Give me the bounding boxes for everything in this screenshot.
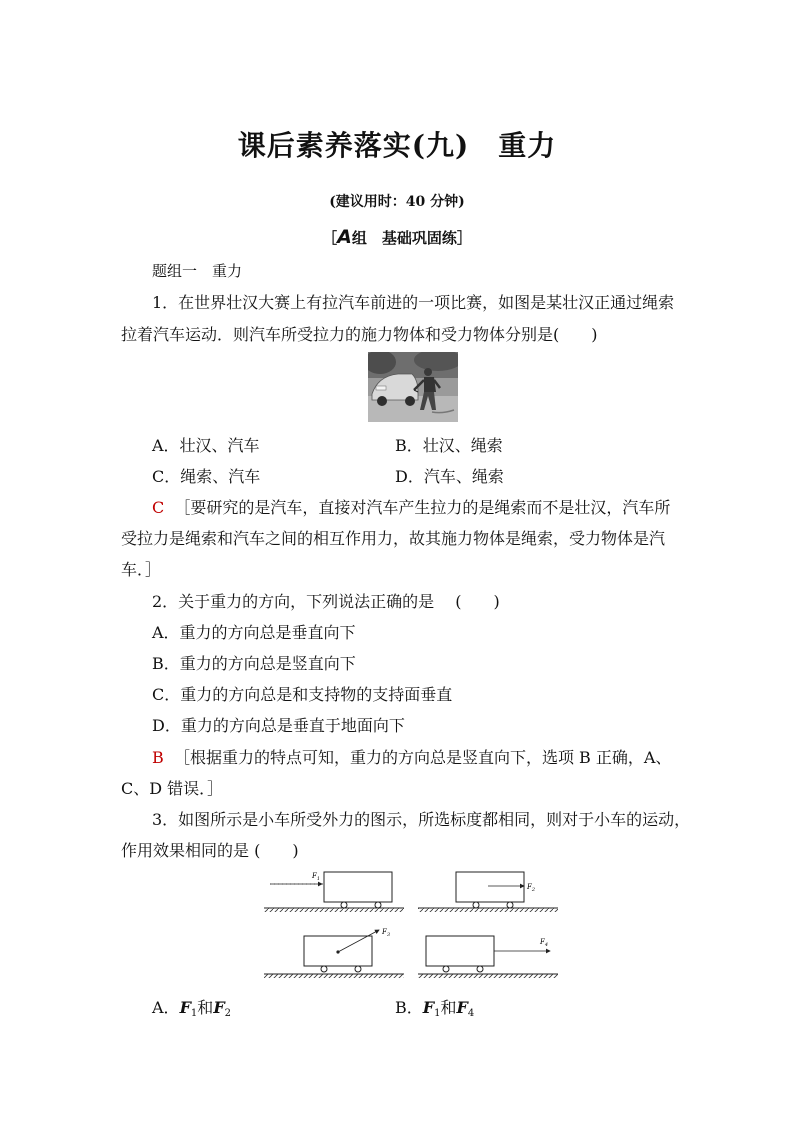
q2-option-a: A．重力的方向总是垂直向下 <box>152 623 356 642</box>
q1-explanation-line3: 车．］ <box>121 560 162 579</box>
q3-option-b-f4-sub: 4 <box>467 1008 475 1019</box>
q2-option-c: C．重力的方向总是和支持物的支持面垂直 <box>152 685 453 704</box>
q2-option-b: B．重力的方向总是竖直向下 <box>152 654 356 673</box>
q3-option-b-f4: F <box>456 998 468 1017</box>
q1-option-b: B．壮汉、绳索 <box>395 436 503 455</box>
q1-option-a: A．壮汉、汽车 <box>152 436 260 455</box>
q2-option-d: D．重力的方向总是垂直于地面向下 <box>152 716 405 735</box>
group-header <box>0 226 794 248</box>
q3-option-a-prefix: A． <box>152 998 180 1017</box>
group-bracket-close: ］ <box>456 229 472 247</box>
group-bracket-open: ［ <box>322 229 338 247</box>
q2-answer: B <box>152 748 164 767</box>
force-diagram <box>258 864 562 984</box>
q3-line1: 3．如图所示是小车所受外力的图示，所选标度都相同，则对于小车的运动， <box>152 810 691 829</box>
page-title: 课后素养落实(九) 重力 <box>237 129 557 162</box>
q3-option-b-prefix: B． <box>395 998 423 1017</box>
time-suggestion: (建议用时：40 分钟) <box>329 194 465 210</box>
group-text: 组 基础巩固练 <box>351 229 457 247</box>
q2-explanation-line2: C、D 错误．］ <box>121 779 224 798</box>
cart-f2 <box>418 872 558 912</box>
q3-option-a-f2-sub: 2 <box>224 1008 232 1019</box>
q3-option-b <box>395 995 474 1019</box>
q1-answer: C <box>152 498 165 517</box>
label-f2: $F_2$ <box>527 883 536 893</box>
label-f3: $F_3$ <box>382 928 391 938</box>
q1-line1: 1．在世界壮汉大赛上有拉汽车前进的一项比赛，如图是某壮汉正通过绳索 <box>152 293 675 312</box>
q2-explanation-line1 <box>152 745 671 768</box>
strongman-photo <box>368 352 458 422</box>
q1-option-d: D．汽车、绳索 <box>395 467 504 486</box>
cart-f4 <box>418 936 558 978</box>
cart-f3 <box>264 928 404 978</box>
q3-option-b-f1-sub: 1 <box>434 1008 441 1019</box>
section-heading: 题组一 重力 <box>152 262 243 280</box>
q2-explain-text1: ［根据重力的特点可知，重力的方向总是竖直向下，选项 B 正确，A、 <box>173 748 672 767</box>
label-f4: $F_4$ <box>540 938 549 948</box>
q2-stem: 2．关于重力的方向，下列说法正确的是 ( ) <box>152 592 500 611</box>
q3-option-b-f1: F <box>422 998 435 1017</box>
q3-option-a-f1-sub: 1 <box>190 1008 198 1019</box>
q3-option-a <box>152 995 231 1019</box>
q3-option-b-and: 和 <box>440 998 457 1017</box>
q3-option-a-and: 和 <box>197 998 214 1017</box>
q1-explanation-line1 <box>152 495 670 518</box>
cart-f1 <box>264 872 404 912</box>
q3-line2: 作用效果相同的是 ( ) <box>121 841 299 860</box>
label-f1: $F_1$ <box>312 872 321 882</box>
q1-explain-text1: ［要研究的是汽车，直接对汽车产生拉力的是绳索而不是壮汉，汽车所 <box>174 498 671 517</box>
q1-option-c: C．绳索、汽车 <box>152 467 261 486</box>
group-letter: A <box>337 226 352 248</box>
q1-line2: 拉着汽车运动．则汽车所受拉力的施力物体和受力物体分别是( ) <box>121 325 598 344</box>
q3-option-a-f1: F <box>179 998 191 1017</box>
q3-option-a-f2: F <box>213 998 225 1017</box>
q1-explanation-line2: 受拉力是绳索和汽车之间的相互作用力，故其施力物体是绳索，受力物体是汽 <box>121 529 666 548</box>
